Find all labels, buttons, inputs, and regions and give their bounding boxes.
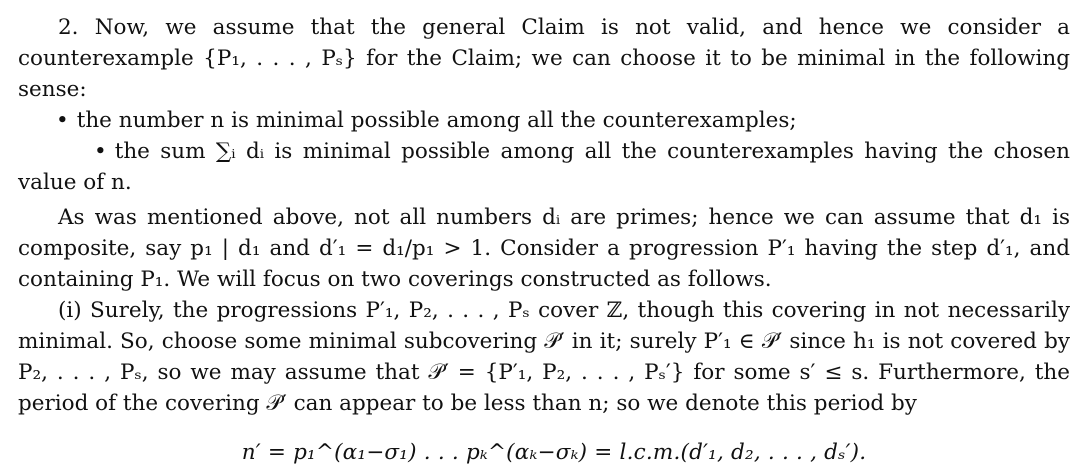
equation-period: n′ = p₁^(α₁−σ₁) . . . pₖ^(αₖ−σₖ) = l.c.m.(d′₁, d₂, . . . , dₛ′). bbox=[241, 440, 867, 465]
display-equation bbox=[18, 437, 1070, 468]
bullet-icon: • bbox=[94, 139, 107, 164]
paragraph-counterexample: 2. Now, we assume that the general Claim is not valid, and hence we consider a counterexample {P₁, . . . , Pₛ} for the Claim; we can choose it to be minimal in the following sense: bbox=[18, 15, 1070, 102]
paragraph-composite: As was mentioned above, not all numbers dᵢ are primes; hence we can assume that d₁ is composite, say p₁ | d₁ and d′₁ = d₁/p₁ > 1. Consider a progression P′₁ having the step d′₁, and containing P₁. We will focus on two coverings constructed as follows. bbox=[18, 205, 1070, 292]
paper-page bbox=[18, 12, 1070, 468]
paragraph-subcovering: (i) Surely, the progressions P′₁, P₂, . . . , Pₛ cover ℤ, though this covering in not necessarily minimal. So, choose some minimal subcovering 𝒫′ in it; surely P′₁ ∈ 𝒫′ since h₁ is not covered by P₂, . . . , Pₛ, so we may assume that 𝒫′ = {P′₁, P₂, . . . , Pₛ′} for some s′ ≤ s. Furthermore, the period of the covering 𝒫′ can appear to be less than n; so we denote this period by bbox=[18, 298, 1070, 416]
bullet-text: the number n is minimal possible among all the counterexamples; bbox=[76, 108, 797, 133]
bullet-text: the sum ∑ᵢ dᵢ is minimal possible among all the counterexamples having the chosen value of n. bbox=[18, 139, 1070, 195]
bullet-icon: • bbox=[56, 108, 69, 133]
bullet-item-minimal-n bbox=[18, 105, 1070, 136]
bullet-item-minimal-sum bbox=[18, 136, 1070, 198]
